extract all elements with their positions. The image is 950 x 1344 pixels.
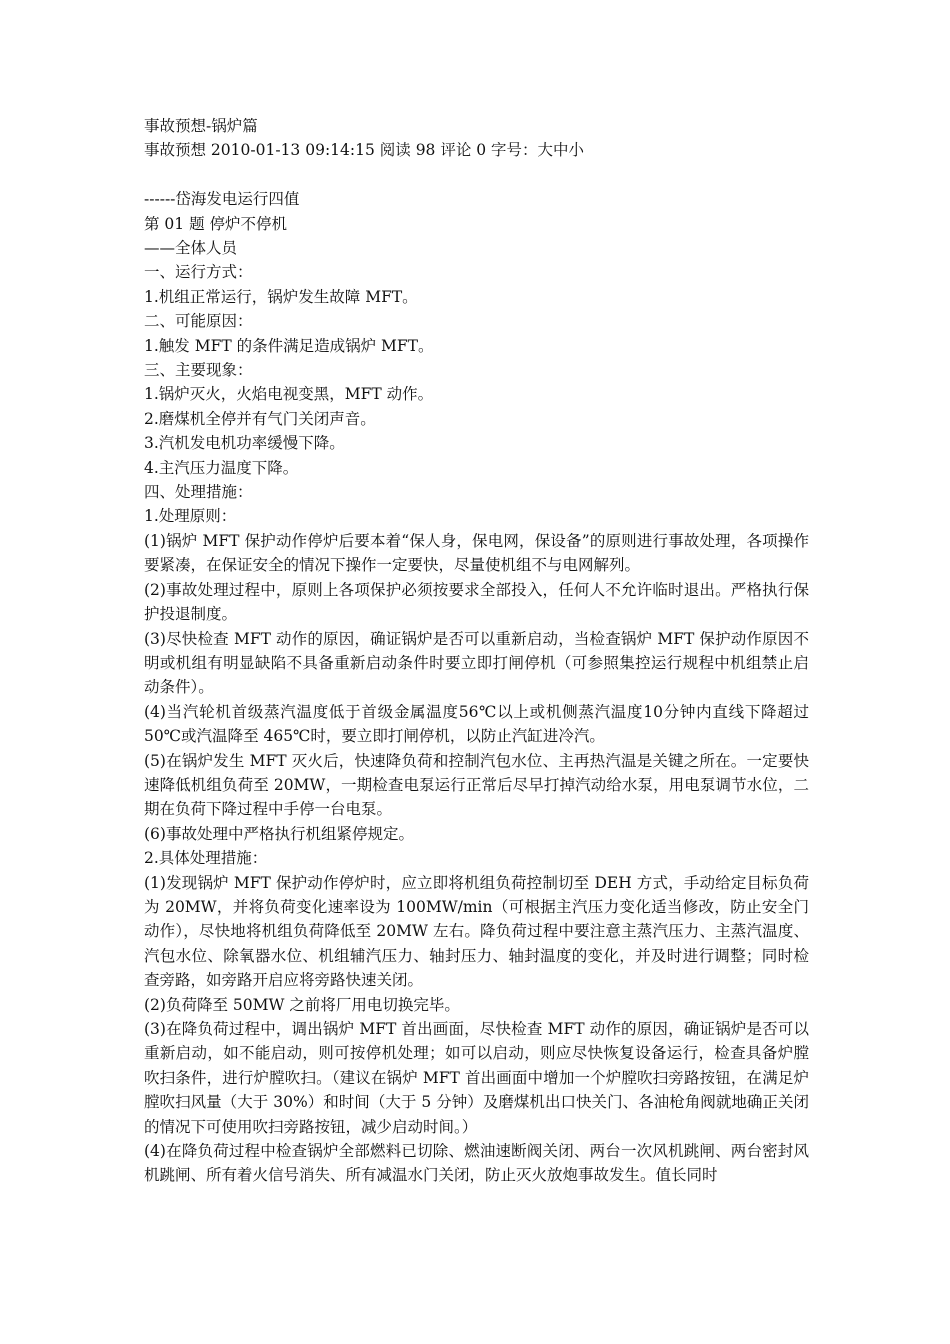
section-heading-measures: 四、处理措施： [144,483,253,502]
section-heading-possible-cause: 二、可能原因： [144,312,253,331]
subheading-specific-measures: 2.具体处理措施： [144,849,268,868]
operation-mode-item: 1.机组正常运行，锅炉发生故障 MFT。 [144,287,418,306]
section-heading-operation-mode: 一、运行方式： [144,263,253,282]
principle-paragraph: (2)事故处理过程中，原则上各项保护必须按要求全部投入，任何人不允许临时退出。严格执行保护投退制度。 [144,580,809,624]
article-meta: 事故预想 2010-01-13 09:14:15 阅读 98 评论 0 字号：大中小 [144,141,585,160]
possible-cause-item: 1.触发 MFT 的条件满足造成锅炉 MFT。 [144,336,434,355]
symptom-item: 2.磨煤机全停并有气门关闭声音。 [144,409,376,428]
audience-line: ——全体人员 [144,239,238,258]
measure-paragraph: (4)在降负荷过程中检查锅炉全部燃料已切除、燃油速断阀关闭、两台一次风机跳闸、两台密封风机跳闸、所有着火信号消失、所有减温水门关闭，防止灭火放炮事故发生。值长同时 [144,1142,809,1185]
question-title: 第 01 题 停炉不停机 [144,214,288,233]
measure-paragraph: (3)在降负荷过程中，调出锅炉 MFT 首出画面，尽快检查 MFT 动作的原因，确证锅炉是否可以重新启动，如不能启动，则可按停机处理；如可以启动，则应尽快恢复设备运行，检查具备炉膛吹扫条件，进行炉膛吹扫。（建议在锅炉 MFT 首出画面中增加一个炉膛吹扫旁路按钮，在满足炉膛吹扫风量（大于 30%）和时间（大于 5 分钟）及磨煤机出口快关门、各油枪角阀就地确正关闭的情况下可使用吹扫旁路按钮，减少启动时间。） [144,1020,809,1136]
section-heading-main-symptoms: 三、主要现象： [144,361,253,380]
blank-line [144,163,809,187]
principle-paragraph: (1)锅炉 MFT 保护动作停炉后要本着“保人身，保电网，保设备”的原则进行事故处理，各项操作要紧凑，在保证安全的情况下操作一定要快，尽量使机组不与电网解列。 [144,531,809,575]
symptom-item: 1.锅炉灭火，火焰电视变黑，MFT 动作。 [144,385,434,404]
symptom-item: 4.主汽压力温度下降。 [144,458,299,477]
measure-paragraph: (1)发现锅炉 MFT 保护动作停炉时，应立即将机组负荷控制切至 DEH 方式，手动给定目标负荷为 20MW，并将负荷变化速率设为 100MW/min（可根据主汽压力变化适当修改，防止安全门动作），尽快地将机组负荷降低至 20MW 左右。降负荷过程中要注意主蒸汽压力、主蒸汽温度、汽包水位、除氧器水位、机组辅汽压力、轴封压力、轴封温度的变化，并及时进行调整；同时检查旁路，如旁路开启应将旁路快速关闭。 [144,873,809,990]
principle-paragraph: (5)在锅炉发生 MFT 灭火后，快速降负荷和控制汽包水位、主再热汽温是关键之所在。一定要快速降低机组负荷至 20MW，一期检查电泵运行正常后尽早打掉汽动给水泵，用电泵调节水位，二期在负荷下降过程中手停一台电泵。 [144,751,809,819]
author-line: ------岱海发电运行四值 [144,190,300,209]
principle-paragraph: (4)当汽轮机首级蒸汽温度低于首级金属温度56℃以上或机侧蒸汽温度10分钟内直线下降超过 50℃或汽温降至 465℃时，要立即打闸停机，以防止汽缸进冷汽。 [144,702,809,746]
measure-paragraph: (2)负荷降至 50MW 之前将厂用电切换完毕。 [144,995,460,1014]
document-body [144,114,809,1188]
principle-paragraph: (6)事故处理中严格执行机组紧停规定。 [144,824,414,843]
article-title: 事故预想-锅炉篇 [144,117,258,135]
symptom-item: 3.汽机发电机功率缓慢下降。 [144,434,345,453]
principle-paragraph: (3)尽快检查 MFT 动作的原因，确证锅炉是否可以重新启动，当检查锅炉 MFT 保护动作原因不明或机组有明显缺陷不具备重新启动条件时要立即打闸停机（可参照集控运行规程中机组禁止启动条件）。 [144,629,809,697]
subheading-principle: 1.处理原则： [144,507,237,526]
